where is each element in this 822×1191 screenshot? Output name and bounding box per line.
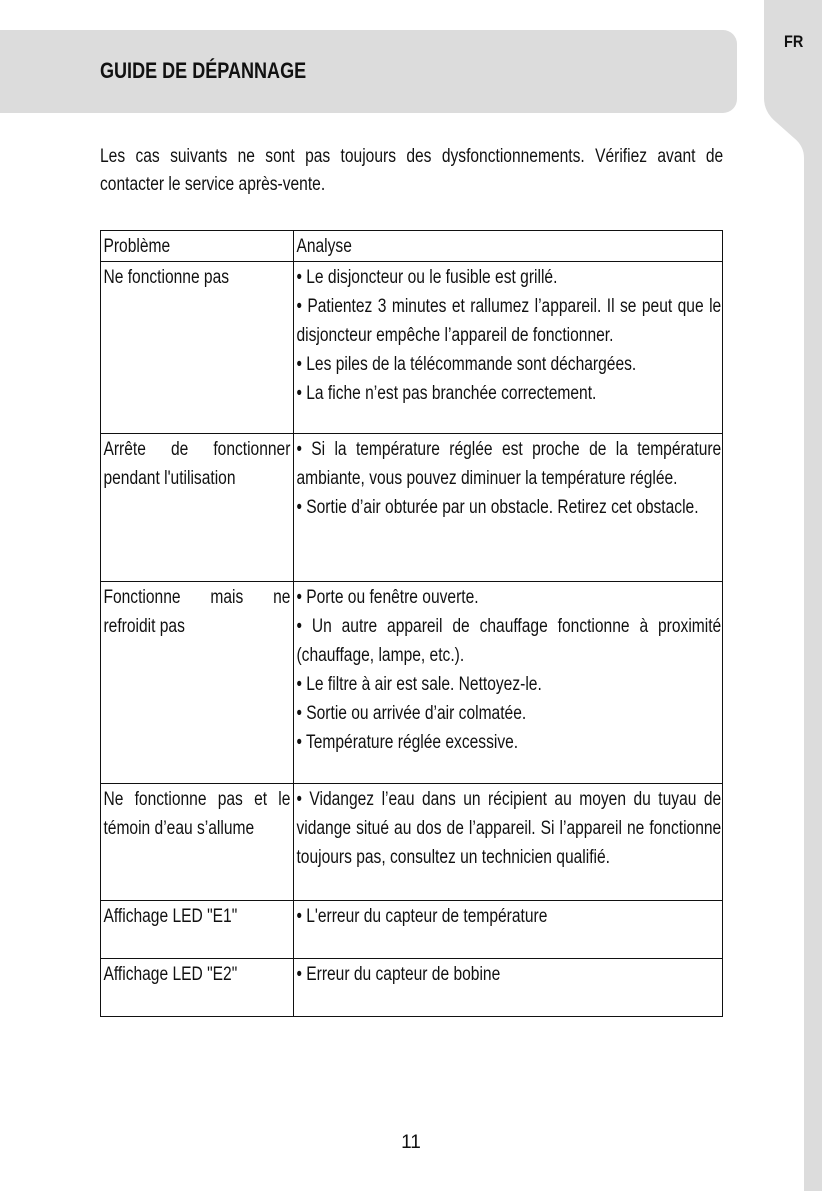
table-row — [101, 901, 723, 959]
analysis-cell: • Si la température réglée est proche de la température ambiante, vous pouvez diminuer la température réglée. • Sortie d’air obturée par un obstacle. Retirez cet obstacle. — [294, 434, 723, 582]
page-title: GUIDE DE DÉPANNAGE — [100, 58, 307, 83]
problem-cell: Ne fonctionne pas et le témoin d’eau s’allume — [101, 784, 294, 901]
table-row — [101, 959, 723, 1017]
analysis-cell: • Le disjoncteur ou le fusible est grillé. • Patientez 3 minutes et rallumez l’appareil. Il se peut que le disjoncteur empêche l’appareil de fonctionner. • Les piles de la télécommande sont déchargées. • La fiche n’est pas branchée correctement. — [294, 262, 723, 434]
problem-cell: Affichage LED "E2" — [101, 959, 294, 1017]
header-cell-problem: Problème — [101, 231, 294, 262]
problem-cell: Fonctionne mais ne refroidit pas — [101, 582, 294, 784]
analysis-cell: • Erreur du capteur de bobine — [294, 959, 723, 1017]
problem-cell: Arrête de fonctionner pendant l'utilisation — [101, 434, 294, 582]
table-row — [101, 434, 723, 582]
problem-cell: Ne fonctionne pas — [101, 262, 294, 434]
language-label: FR — [784, 32, 804, 51]
troubleshooting-table — [100, 230, 723, 1017]
analysis-cell: • Porte ou fenêtre ouverte. • Un autre appareil de chauffage fonctionne à proximité (chauffage, lampe, etc.). • Le filtre à air est sale. Nettoyez-le. • Sortie ou arrivée d’air colmatée. • Température réglée excessive. — [294, 582, 723, 784]
table-row — [101, 582, 723, 784]
analysis-cell: • L'erreur du capteur de température — [294, 901, 723, 959]
problem-cell: Affichage LED "E1" — [101, 901, 294, 959]
language-side-tab — [764, 0, 822, 1191]
table-header-row — [101, 231, 723, 262]
page-number: 11 — [401, 1132, 421, 1153]
intro-paragraph: Les cas suivants ne sont pas toujours des dysfonctionnements. Vérifiez avant de contacter le service après-vente. — [100, 146, 724, 195]
table-row — [101, 784, 723, 901]
table-row — [101, 262, 723, 434]
analysis-cell: • Vidangez l’eau dans un récipient au moyen du tuyau de vidange situé au dos de l’appareil. Si l’appareil ne fonctionne toujours pas, consultez un technicien qualifié. — [294, 784, 723, 901]
header-cell-analysis: Analyse — [294, 231, 723, 262]
